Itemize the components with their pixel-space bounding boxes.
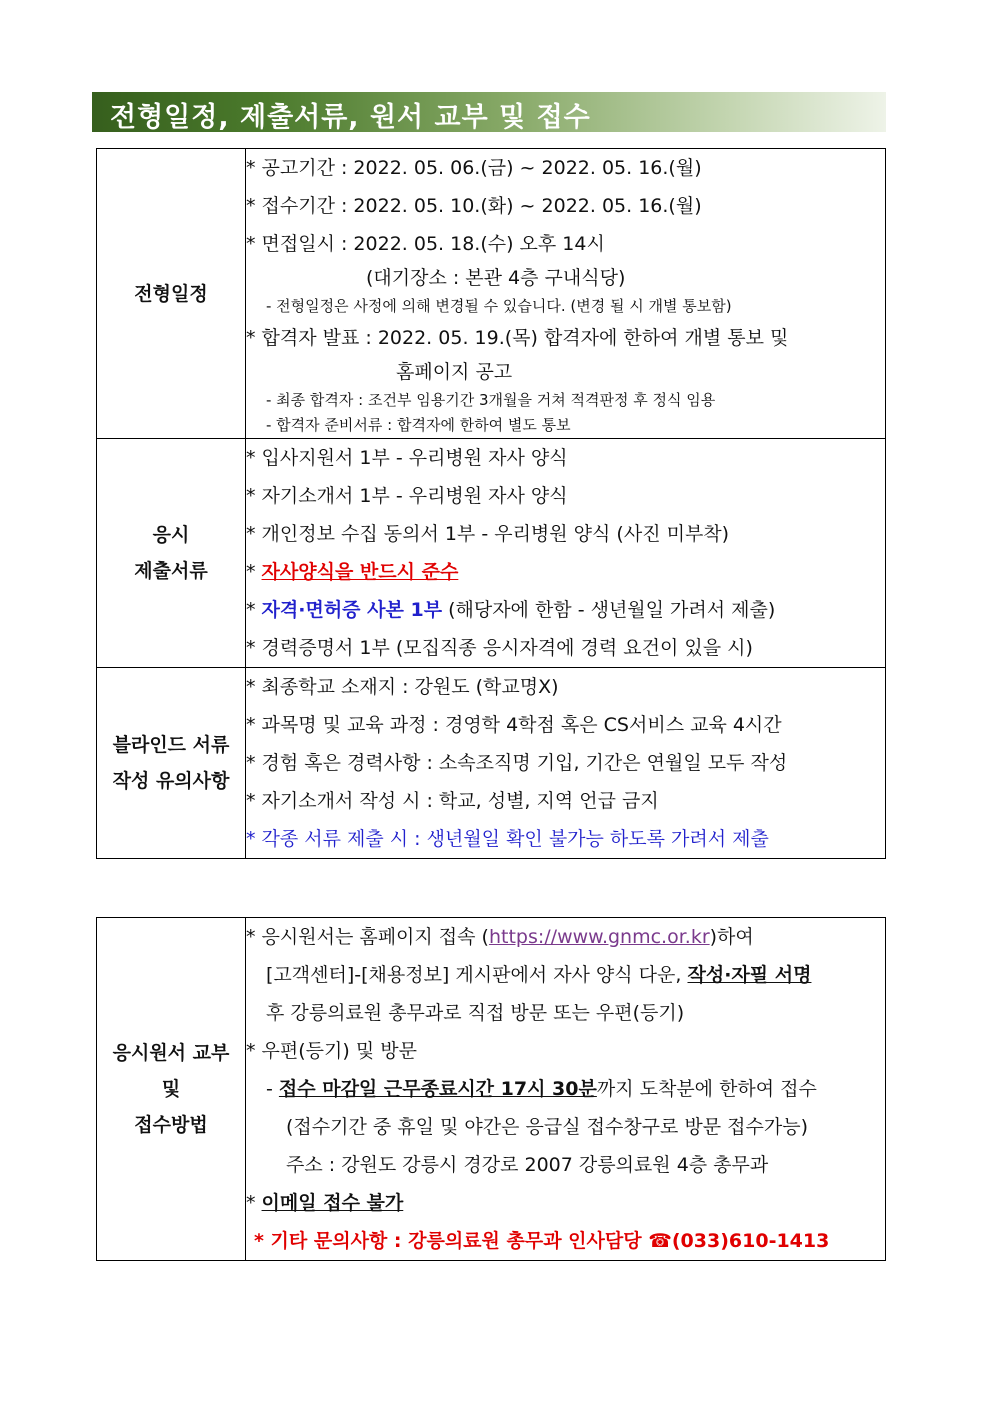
application-row: [97, 918, 886, 1261]
documents-header: 응시 제출서류: [97, 439, 246, 668]
application-line: 후 강릉의료원 총무과로 직접 방문 또는 우편(등기): [266, 1002, 685, 1024]
blind-content: [246, 668, 886, 859]
application-line: * 응시원서는 홈페이지 접속 (https://www.gnmc.or.kr)하여: [246, 926, 754, 948]
section-title-banner: [92, 92, 886, 132]
document-item: * 경력증명서 1부 (모집직종 응시자격에 경력 요건이 있을 시): [246, 637, 753, 659]
application-line: (접수기간 중 휴일 및 야간은 응급실 접수창구로 방문 접수가능): [286, 1116, 808, 1138]
result-announcement-cont: 홈페이지 공고: [396, 361, 513, 383]
application-line: [고객센터]-[채용정보] 게시판에서 자사 양식 다운, 작성·자필 서명: [266, 964, 812, 986]
apply-period: * 접수기간 : 2022. 05. 10.(화) ~ 2022. 05. 16.(월): [246, 195, 702, 217]
blind-item-highlight: * 각종 서류 제출 시 : 생년월일 확인 불가능 하도록 가려서 제출: [246, 828, 769, 850]
schedule-row: [97, 149, 886, 439]
application-table: [96, 917, 886, 1261]
application-deadline: - 접수 마감일 근무종료시간 17시 30분까지 도착분에 한하여 접수: [266, 1078, 817, 1100]
result-announcement: * 합격자 발표 : 2022. 05. 19.(목) 합격자에 한하여 개별 통보 및: [246, 327, 789, 349]
contact-info: * 기타 문의사항 : 강릉의료원 총무과 인사담당 ☎(033)610-1413: [254, 1230, 830, 1252]
blind-item: * 경험 혹은 경력사항 : 소속조직명 기입, 기간은 연월일 모두 작성: [246, 752, 788, 774]
blind-item: * 최종학교 소재지 : 강원도 (학교명X): [246, 676, 559, 698]
application-address: 주소 : 강원도 강릉시 경강로 2007 강릉의료원 4층 총무과: [286, 1154, 769, 1176]
document-item-license: * 자격·면허증 사본 1부 (해당자에 한함 - 생년월일 가려서 제출): [246, 599, 776, 621]
schedule-change-note: - 전형일정은 사정에 의해 변경될 수 있습니다. (변경 될 시 개별 통보함): [266, 297, 732, 315]
schedule-header: 전형일정: [97, 149, 246, 439]
homepage-link[interactable]: https://www.gnmc.or.kr: [488, 926, 710, 948]
documents-content: [246, 439, 886, 668]
blind-item: * 과목명 및 교육 과정 : 경영학 4학점 혹은 CS서비스 교육 4시간: [246, 714, 782, 736]
final-pass-note: - 최종 합격자 : 조건부 임용기간 3개월을 거쳐 적격판정 후 정식 임용: [266, 391, 716, 409]
blind-item: * 자기소개서 작성 시 : 학교, 성별, 지역 언급 금지: [246, 790, 659, 812]
document-item: * 입사지원서 1부 - 우리병원 자사 양식: [246, 447, 568, 469]
documents-row: [97, 439, 886, 668]
blind-header: 블라인드 서류 작성 유의사항: [97, 668, 246, 859]
application-header: 응시원서 교부 및 접수방법: [97, 918, 246, 1261]
application-content: [246, 918, 886, 1261]
info-table: [96, 148, 886, 859]
email-notice: * 이메일 접수 불가: [246, 1192, 404, 1214]
interview-datetime: * 면접일시 : 2022. 05. 18.(수) 오후 14시: [246, 233, 605, 255]
section-title: 전형일정, 제출서류, 원서 교부 및 접수: [110, 102, 591, 133]
application-line: * 우편(등기) 및 방문: [246, 1040, 417, 1062]
document-item: * 자기소개서 1부 - 우리병원 자사 양식: [246, 485, 568, 507]
waiting-room: (대기장소 : 본관 4층 구내식당): [366, 267, 626, 289]
document-item: * 개인정보 수집 동의서 1부 - 우리병원 양식 (사진 미부착): [246, 523, 730, 545]
document-item-warning: * 자사양식을 반드시 준수: [246, 561, 459, 583]
blind-row: [97, 668, 886, 859]
notice-period: * 공고기간 : 2022. 05. 06.(금) ~ 2022. 05. 16.(월): [246, 157, 702, 179]
schedule-content: [246, 149, 886, 439]
pass-documents-note: - 합격자 준비서류 : 합격자에 한하여 별도 통보: [266, 416, 571, 434]
